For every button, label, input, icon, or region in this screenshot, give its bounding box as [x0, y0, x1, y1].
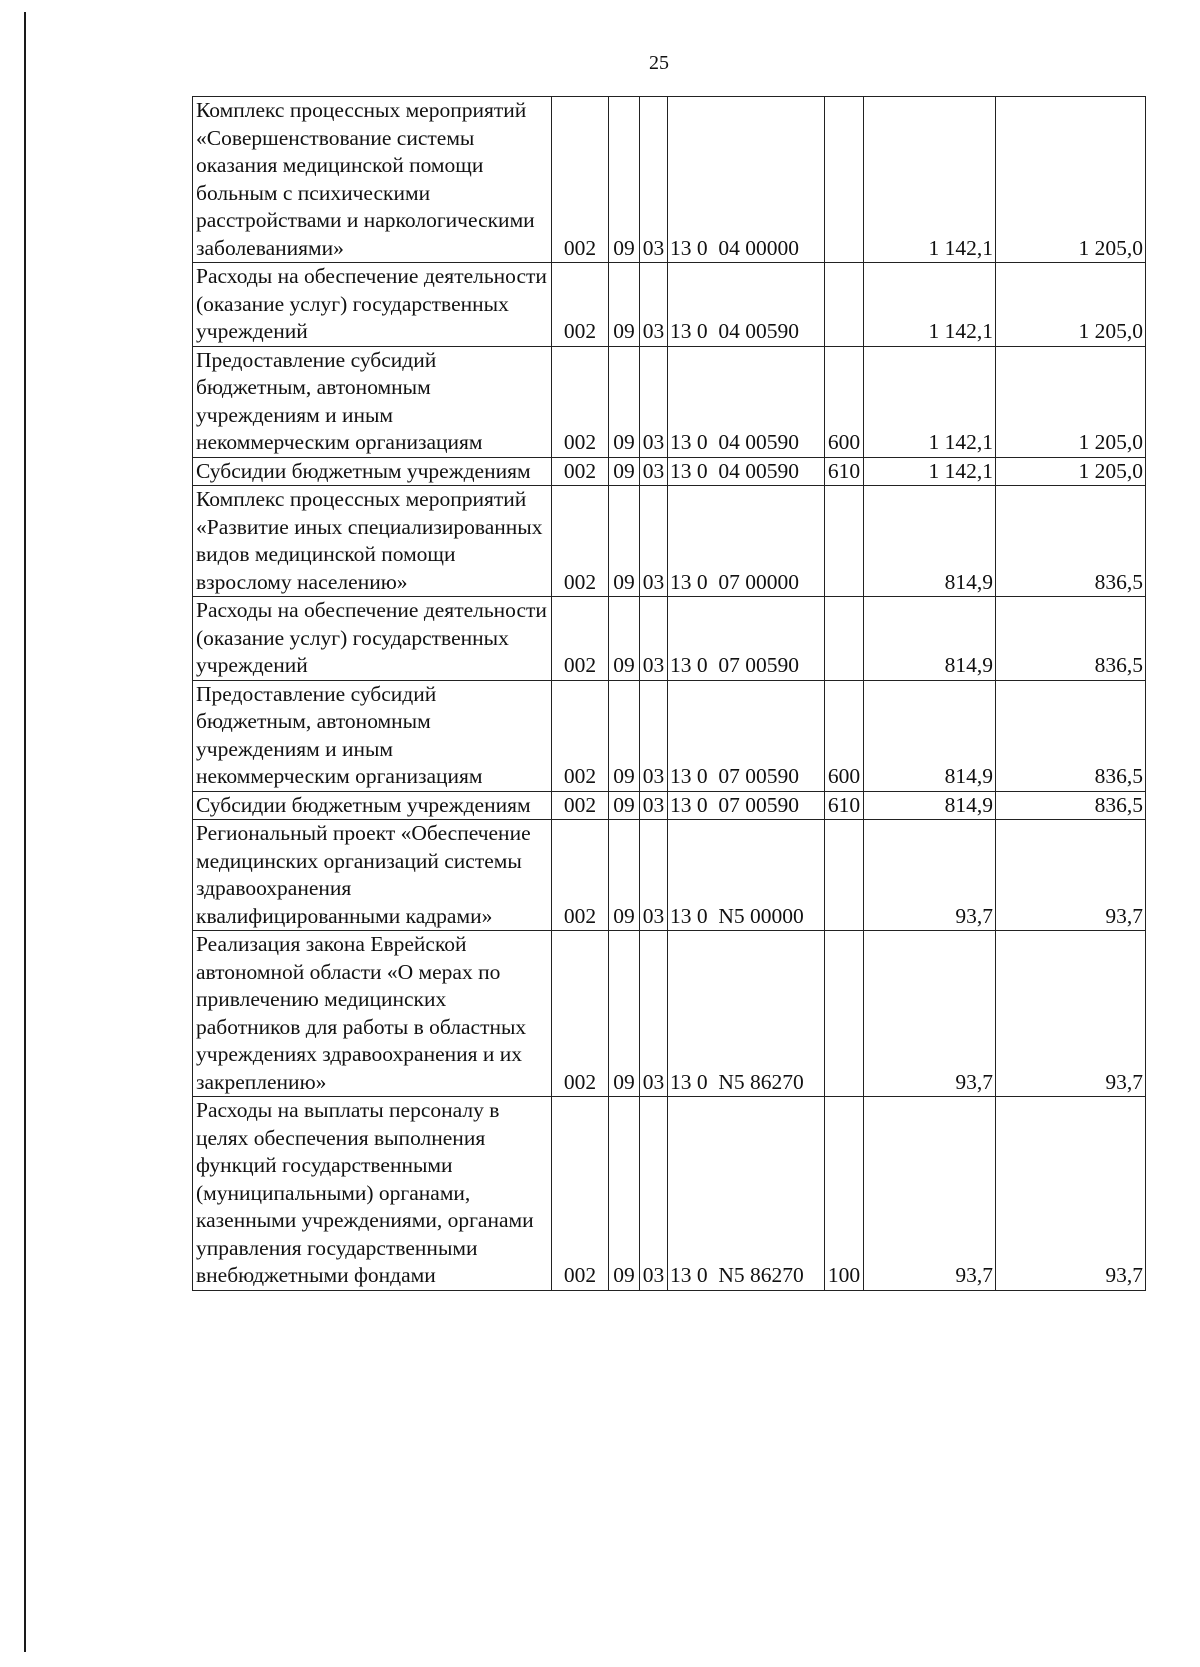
row-name: Предоставление субсидий бюджетным, автономным учреждениям и иным некоммерческим организациям	[193, 680, 552, 791]
amount-year-2: 93,7	[996, 1097, 1146, 1291]
target-article-code: 13 0 N5 86270	[668, 931, 825, 1097]
expense-type-code	[825, 820, 864, 931]
amount-year-2: 93,7	[996, 820, 1146, 931]
target-article-code: 13 0 07 00590	[668, 597, 825, 681]
table-row	[193, 263, 1146, 347]
table-row	[193, 346, 1146, 457]
ved-code: 002	[552, 263, 609, 347]
amount-year-2: 836,5	[996, 486, 1146, 597]
row-name: Расходы на обеспечение деятельности (оказание услуг) государственных учреждений	[193, 597, 552, 681]
amount-year-2: 1 205,0	[996, 346, 1146, 457]
amount-year-1: 1 142,1	[864, 457, 996, 486]
expense-type-code	[825, 486, 864, 597]
target-article-code: 13 0 N5 00000	[668, 820, 825, 931]
row-name: Расходы на обеспечение деятельности (оказание услуг) государственных учреждений	[193, 263, 552, 347]
section-code: 09	[609, 1097, 640, 1291]
target-article-code: 13 0 07 00000	[668, 486, 825, 597]
section-code: 09	[609, 457, 640, 486]
amount-year-2: 836,5	[996, 791, 1146, 820]
section-code: 09	[609, 486, 640, 597]
row-name: Субсидии бюджетным учреждениям	[193, 791, 552, 820]
table-row	[193, 597, 1146, 681]
amount-year-2: 1 205,0	[996, 263, 1146, 347]
row-name: Региональный проект «Обеспечение медицинских организаций системы здравоохранения квалифицированными кадрами»	[193, 820, 552, 931]
table-row	[193, 486, 1146, 597]
left-margin-rule	[24, 12, 26, 1652]
amount-year-1: 1 142,1	[864, 346, 996, 457]
table-row	[193, 791, 1146, 820]
target-article-code: 13 0 04 00590	[668, 457, 825, 486]
table-row	[193, 680, 1146, 791]
table-row	[193, 1097, 1146, 1291]
subsection-code: 03	[640, 931, 668, 1097]
ved-code: 002	[552, 97, 609, 263]
expense-type-code: 610	[825, 457, 864, 486]
ved-code: 002	[552, 820, 609, 931]
ved-code: 002	[552, 791, 609, 820]
target-article-code: 13 0 N5 86270	[668, 1097, 825, 1291]
subsection-code: 03	[640, 820, 668, 931]
table-row	[193, 931, 1146, 1097]
budget-table	[192, 96, 1146, 1291]
expense-type-code	[825, 931, 864, 1097]
expense-type-code: 600	[825, 680, 864, 791]
amount-year-1: 93,7	[864, 820, 996, 931]
section-code: 09	[609, 791, 640, 820]
expense-type-code: 610	[825, 791, 864, 820]
table-row	[193, 97, 1146, 263]
section-code: 09	[609, 820, 640, 931]
row-name: Субсидии бюджетным учреждениям	[193, 457, 552, 486]
table-row	[193, 457, 1146, 486]
subsection-code: 03	[640, 680, 668, 791]
section-code: 09	[609, 597, 640, 681]
expense-type-code	[825, 97, 864, 263]
target-article-code: 13 0 07 00590	[668, 791, 825, 820]
amount-year-1: 814,9	[864, 597, 996, 681]
row-name: Расходы на выплаты персоналу в целях обеспечения выполнения функций государственными (муниципальными) органами, казенными учреждениями, органами управления государственными внебюджетными фондами	[193, 1097, 552, 1291]
subsection-code: 03	[640, 97, 668, 263]
subsection-code: 03	[640, 1097, 668, 1291]
target-article-code: 13 0 07 00590	[668, 680, 825, 791]
row-name: Реализация закона Еврейской автономной области «О мерах по привлечению медицинских работников для работы в областных учреждениях здравоохранения и их закреплению»	[193, 931, 552, 1097]
amount-year-2: 1 205,0	[996, 97, 1146, 263]
amount-year-2: 836,5	[996, 680, 1146, 791]
budget-table-body	[193, 97, 1146, 1291]
ved-code: 002	[552, 486, 609, 597]
ved-code: 002	[552, 346, 609, 457]
page-number: 25	[649, 52, 669, 74]
section-code: 09	[609, 263, 640, 347]
section-code: 09	[609, 97, 640, 263]
subsection-code: 03	[640, 597, 668, 681]
expense-type-code: 600	[825, 346, 864, 457]
ved-code: 002	[552, 457, 609, 486]
expense-type-code	[825, 263, 864, 347]
ved-code: 002	[552, 597, 609, 681]
amount-year-2: 1 205,0	[996, 457, 1146, 486]
subsection-code: 03	[640, 263, 668, 347]
expense-type-code: 100	[825, 1097, 864, 1291]
amount-year-1: 1 142,1	[864, 263, 996, 347]
target-article-code: 13 0 04 00590	[668, 346, 825, 457]
amount-year-1: 93,7	[864, 1097, 996, 1291]
subsection-code: 03	[640, 486, 668, 597]
amount-year-2: 836,5	[996, 597, 1146, 681]
row-name: Комплекс процессных мероприятий «Совершенствование системы оказания медицинской помощи больным с психическими расстройствами и наркологическими заболеваниями»	[193, 97, 552, 263]
section-code: 09	[609, 931, 640, 1097]
ved-code: 002	[552, 680, 609, 791]
amount-year-1: 1 142,1	[864, 97, 996, 263]
subsection-code: 03	[640, 791, 668, 820]
ved-code: 002	[552, 931, 609, 1097]
target-article-code: 13 0 04 00000	[668, 97, 825, 263]
row-name: Комплекс процессных мероприятий «Развитие иных специализированных видов медицинской помощи взрослому населению»	[193, 486, 552, 597]
row-name: Предоставление субсидий бюджетным, автономным учреждениям и иным некоммерческим организациям	[193, 346, 552, 457]
ved-code: 002	[552, 1097, 609, 1291]
section-code: 09	[609, 346, 640, 457]
target-article-code: 13 0 04 00590	[668, 263, 825, 347]
amount-year-1: 814,9	[864, 791, 996, 820]
subsection-code: 03	[640, 346, 668, 457]
amount-year-2: 93,7	[996, 931, 1146, 1097]
amount-year-1: 814,9	[864, 680, 996, 791]
table-row	[193, 820, 1146, 931]
amount-year-1: 93,7	[864, 931, 996, 1097]
section-code: 09	[609, 680, 640, 791]
expense-type-code	[825, 597, 864, 681]
subsection-code: 03	[640, 457, 668, 486]
amount-year-1: 814,9	[864, 486, 996, 597]
